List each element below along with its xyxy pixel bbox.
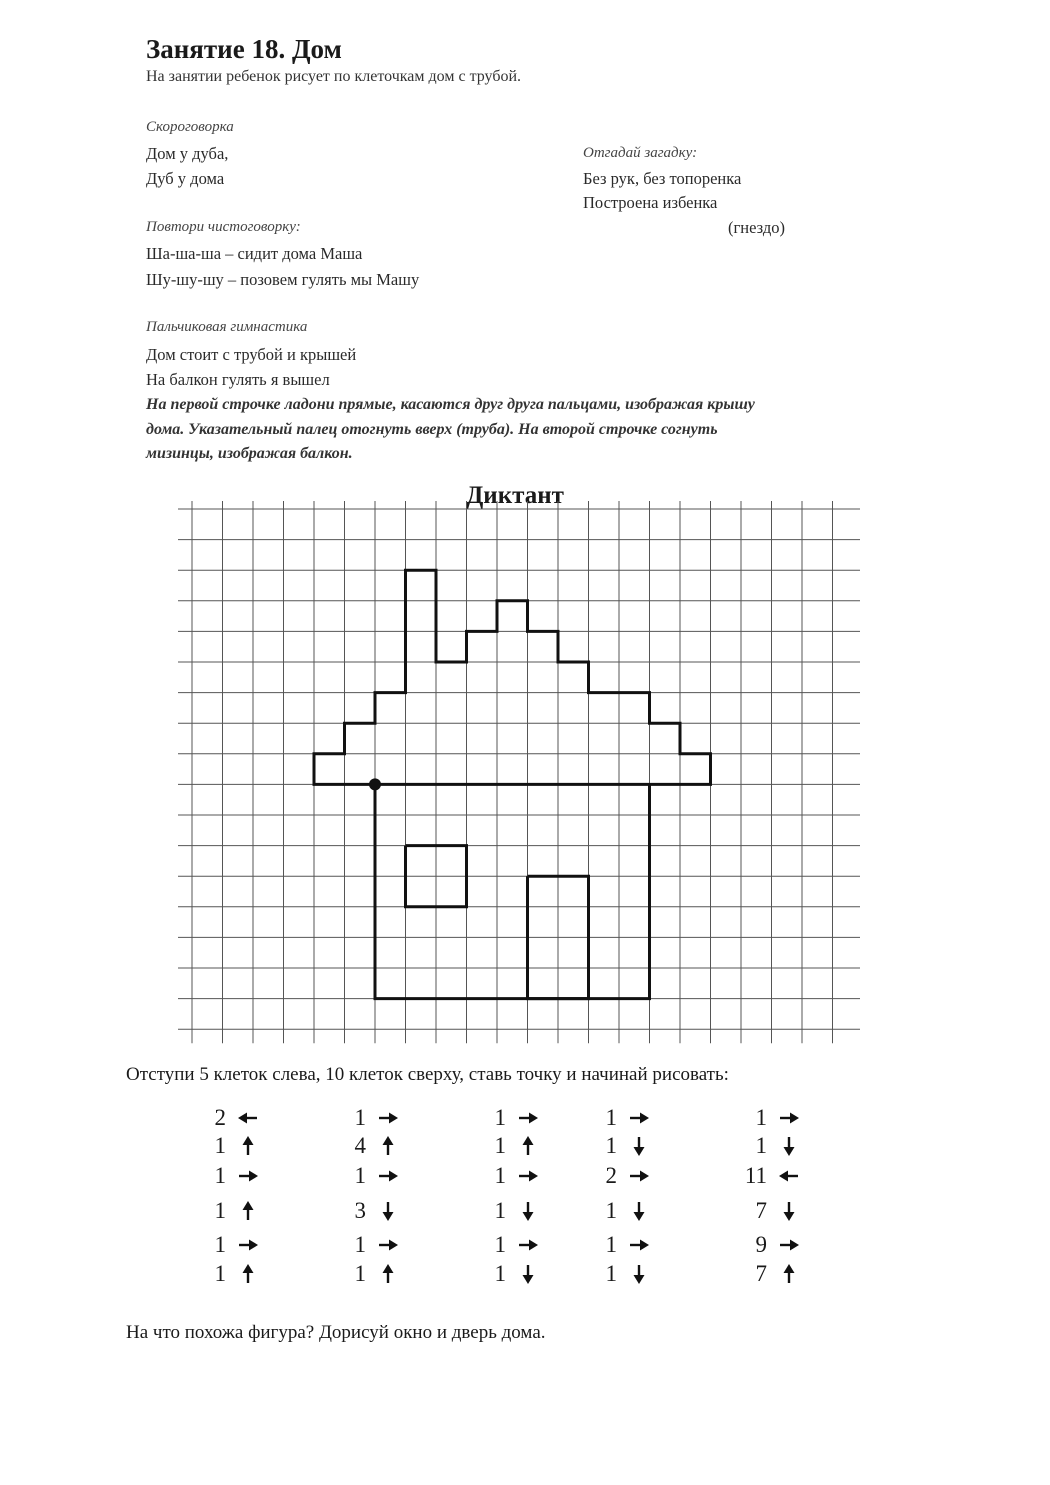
step-count: 1	[494, 1198, 506, 1223]
grid-lines	[178, 501, 860, 1043]
arrow-down-icon	[627, 1262, 651, 1286]
dictation-step	[466, 1196, 540, 1226]
arrow-up-icon	[236, 1199, 260, 1223]
arrow-right-icon	[376, 1233, 400, 1257]
arrow-right-icon	[376, 1106, 400, 1130]
arrow-up-icon	[236, 1134, 260, 1158]
step-count: 1	[755, 1133, 767, 1158]
step-count: 1	[214, 1133, 226, 1158]
dictation-step	[727, 1196, 801, 1226]
clear-speech-line-2: Шу-шу-шу – позовем гулять мы Машу	[146, 270, 420, 289]
arrow-right-icon	[627, 1106, 651, 1130]
dictation-step	[577, 1259, 651, 1289]
step-count: 11	[744, 1163, 767, 1188]
finger-gym-instruction-3: мизинцы, изображая балкон.	[146, 445, 353, 462]
step-count: 1	[214, 1163, 226, 1188]
step-count: 1	[605, 1105, 617, 1130]
step-count: 1	[494, 1163, 506, 1188]
finger-gym-line-2: На балкон гулять я вышел	[146, 370, 330, 389]
arrow-up-icon	[236, 1262, 260, 1286]
finger-gym-instruction-1: На первой строчке ладони прямые, касаются друг друга пальцами, изображая крышу	[146, 396, 755, 413]
arrow-down-icon	[627, 1199, 651, 1223]
step-count: 1	[494, 1232, 506, 1257]
arrow-right-icon	[516, 1233, 540, 1257]
dictation-step	[577, 1196, 651, 1226]
dictation-step	[186, 1259, 260, 1289]
step-count: 1	[605, 1198, 617, 1223]
step-count: 7	[755, 1198, 767, 1223]
arrow-down-icon	[627, 1134, 651, 1158]
arrow-right-icon	[777, 1233, 801, 1257]
arrow-up-icon	[777, 1262, 801, 1286]
arrow-right-icon	[627, 1164, 651, 1188]
dictation-step	[186, 1131, 260, 1161]
start-point	[369, 778, 381, 790]
arrow-down-icon	[376, 1199, 400, 1223]
dictation-step	[186, 1161, 260, 1191]
house-walls	[375, 784, 650, 998]
arrow-right-icon	[236, 1164, 260, 1188]
finger-gym-label: Пальчиковая гимнастика	[146, 319, 308, 335]
step-count: 1	[214, 1198, 226, 1223]
dictation-step	[727, 1103, 801, 1133]
clear-speech-line-1: Ша-ша-ша – сидит дома Маша	[146, 244, 363, 263]
page-title: Занятие 18. Дом	[146, 34, 342, 64]
dictation-step	[577, 1161, 651, 1191]
dictation-step	[186, 1230, 260, 1260]
clear-speech-label: Повтори чистоговорку:	[146, 219, 301, 235]
dictation-step	[727, 1161, 801, 1191]
arrow-right-icon	[777, 1106, 801, 1130]
roof-outline	[314, 570, 711, 784]
step-count: 9	[755, 1232, 767, 1257]
riddle-line-1: Без рук, без топоренка	[583, 169, 742, 188]
step-count: 1	[605, 1261, 617, 1286]
dictation-step	[727, 1259, 801, 1289]
dictation-step	[577, 1103, 651, 1133]
dictation-step	[466, 1161, 540, 1191]
dictation-step	[577, 1131, 651, 1161]
tongue-twister-line-1: Дом у дуба,	[146, 144, 229, 163]
dictation-step	[186, 1103, 260, 1133]
arrow-right-icon	[516, 1106, 540, 1130]
riddle-label: Отгадай загадку:	[583, 145, 698, 161]
finger-gym-instruction-2: дома. Указательный палец отогнуть вверх (труба). На второй строчке согнуть	[146, 421, 718, 438]
step-count: 1	[494, 1133, 506, 1158]
step-count: 1	[354, 1261, 366, 1286]
riddle-line-2: Построена избенка	[583, 193, 718, 212]
dictation-step	[466, 1259, 540, 1289]
step-count: 1	[214, 1232, 226, 1257]
step-count: 1	[354, 1105, 366, 1130]
dictation-step	[326, 1230, 400, 1260]
dictation-step	[326, 1161, 400, 1191]
dictation-step	[727, 1230, 801, 1260]
arrow-down-icon	[777, 1134, 801, 1158]
arrow-up-icon	[376, 1134, 400, 1158]
arrow-up-icon	[376, 1262, 400, 1286]
step-count: 1	[605, 1133, 617, 1158]
arrow-up-icon	[516, 1134, 540, 1158]
dictation-step	[466, 1103, 540, 1133]
step-count: 1	[354, 1232, 366, 1257]
step-count: 1	[494, 1261, 506, 1286]
dictation-title: Диктант	[466, 482, 564, 509]
step-count: 7	[755, 1261, 767, 1286]
step-count: 1	[494, 1105, 506, 1130]
step-count: 4	[354, 1133, 366, 1158]
dictation-step	[326, 1259, 400, 1289]
dictation-step	[326, 1196, 400, 1226]
dictation-instruction: Отступи 5 клеток слева, 10 клеток сверху, ставь точку и начинай рисовать:	[126, 1064, 729, 1085]
arrow-left-icon	[777, 1164, 801, 1188]
tongue-twister-label: Скороговорка	[146, 119, 234, 135]
arrow-right-icon	[236, 1233, 260, 1257]
dictation-step	[727, 1131, 801, 1161]
finger-gym-line-1: Дом стоит с трубой и крышей	[146, 345, 357, 364]
arrow-down-icon	[777, 1199, 801, 1223]
dictation-question: На что похожа фигура? Дорисуй окно и дверь дома.	[126, 1322, 546, 1343]
step-count: 1	[605, 1232, 617, 1257]
dictation-step	[186, 1196, 260, 1226]
dictation-step	[577, 1230, 651, 1260]
step-count: 1	[354, 1163, 366, 1188]
dictation-step	[466, 1230, 540, 1260]
arrow-down-icon	[516, 1199, 540, 1223]
grid-drawing	[160, 500, 860, 1045]
step-count: 2	[605, 1163, 617, 1188]
riddle-answer: (гнездо)	[728, 218, 785, 237]
lesson-intro: На занятии ребенок рисует по клеточкам дом с трубой.	[146, 68, 522, 85]
arrow-right-icon	[516, 1164, 540, 1188]
step-count: 1	[755, 1105, 767, 1130]
step-count: 3	[354, 1198, 366, 1223]
dictation-step	[326, 1131, 400, 1161]
arrow-left-icon	[236, 1106, 260, 1130]
arrow-down-icon	[516, 1262, 540, 1286]
arrow-right-icon	[627, 1233, 651, 1257]
house-figure	[314, 570, 711, 998]
dictation-step	[466, 1131, 540, 1161]
dictation-step	[326, 1103, 400, 1133]
step-count: 1	[214, 1261, 226, 1286]
arrow-right-icon	[376, 1164, 400, 1188]
step-count: 2	[214, 1105, 226, 1130]
tongue-twister-line-2: Дуб у дома	[146, 169, 225, 188]
